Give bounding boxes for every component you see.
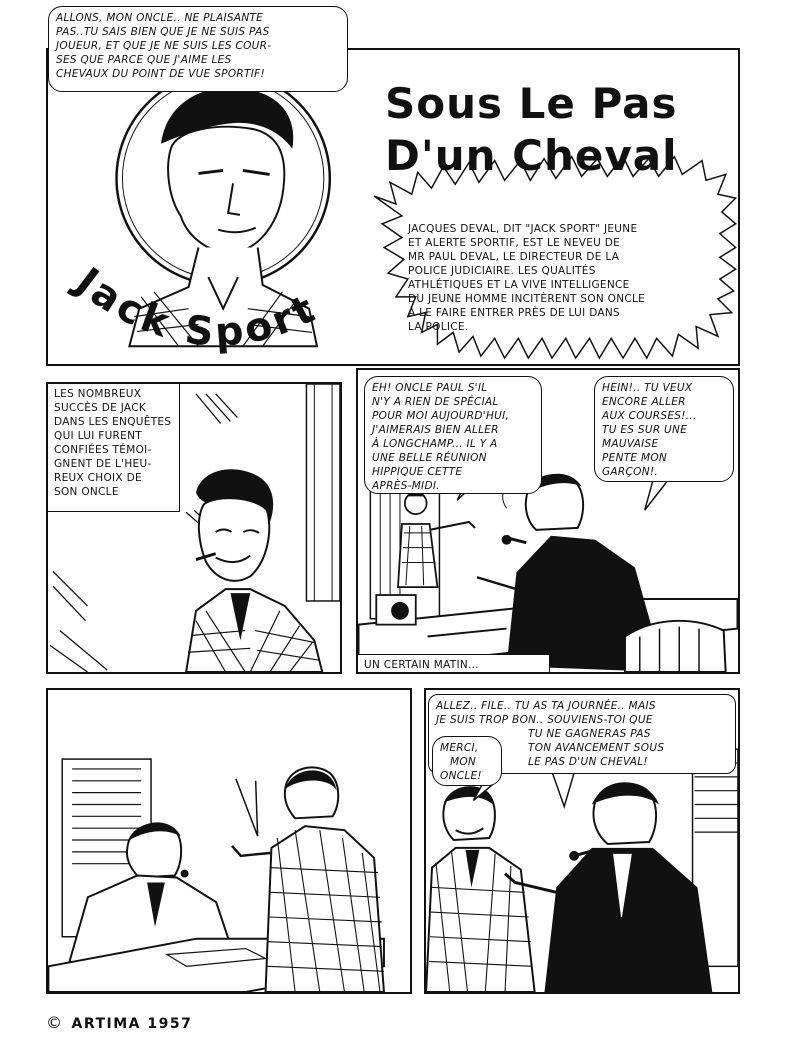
bubble-line: ONCLE!: [440, 770, 482, 782]
intro-line: À LE FAIRE ENTRER PRÈS DE LUI DANS: [408, 307, 621, 319]
bubble-line: MON: [450, 756, 477, 768]
intro-line: ET ALERTE SPORTIF, EST LE NEVEU DE: [408, 237, 621, 249]
caption-line: QUI LUI FURENT: [54, 430, 142, 442]
hero-name-text: Jack Sport: [67, 258, 326, 356]
caption-line: SUCCÈS DE JACK: [54, 402, 147, 414]
intro-line: DU JEUNE HOMME INCITÈRENT SON ONCLE: [408, 293, 646, 305]
panel-uncle-relents: [424, 688, 740, 994]
caption-line: GNENT DE L'HEU-: [54, 458, 152, 470]
caption-line: SON ONCLE: [54, 486, 119, 498]
bubble-line: EH! ONCLE PAUL S'IL: [372, 382, 488, 394]
copyright-credit: [46, 1013, 192, 1032]
caption-line: LES NOMBREUX: [54, 388, 142, 400]
panel-protest-art: [48, 690, 410, 992]
bubble-jack-protest: [48, 6, 348, 92]
bubble-uncle-reply: [594, 376, 734, 482]
bubble-jack-request: [364, 376, 542, 494]
bubble-line: ALLEZ.. FILE.. TU AS TA JOURNÉE.. MAIS: [436, 700, 656, 712]
panel-jack-protests: [46, 688, 412, 994]
intro-line: POLICE JUDICIAIRE. LES QUALITÉS: [408, 265, 596, 277]
bubble-line: JE SUIS TROP BON.. SOUVIENS-TOI QUE: [436, 714, 653, 726]
intro-line: ATHLÉTIQUES ET LA VIVE INTELLIGENCE: [408, 279, 630, 291]
caption-line: UN CERTAIN MATIN...: [364, 659, 479, 671]
bubble-line: N'Y A RIEN DE SPÉCIAL: [372, 396, 499, 408]
svg-text:Jack Sport: [65, 257, 325, 356]
bubble-line: GARÇON!.: [602, 466, 659, 478]
bubble-line: HEIN!.. TU VEUX: [602, 382, 693, 394]
intro-line: JACQUES DEVAL, DIT "JACK SPORT" JEUNE: [408, 223, 638, 235]
bubble-line: PENTE MON: [602, 452, 668, 464]
panel3-caption: [358, 654, 550, 674]
story-title: [385, 78, 715, 182]
bubble-line: UNE BELLE RÉUNION: [372, 452, 487, 464]
intro-text: [408, 222, 708, 334]
caption-line: CONFIÉES TÉMOI-: [54, 444, 152, 456]
bubble-line: J'AIMERAIS BIEN ALLER: [372, 424, 499, 436]
bubble-line: MERCI,: [440, 742, 479, 754]
title-line-2: D'un Cheval: [385, 131, 678, 180]
caption-line: DANS LES ENQUÊTES: [54, 416, 172, 428]
intro-line: LA POLICE.: [408, 321, 469, 333]
bubble-line: HIPPIQUE CETTE: [372, 466, 463, 478]
panel-office-morning: [356, 368, 740, 674]
bubble-line: CHEVAUX DU POINT DE VUE SPORTIF!: [56, 68, 265, 80]
bubble-line: TU ES SUR UNE: [602, 424, 688, 436]
bubble-line: AUX COURSES!...: [602, 410, 697, 422]
bubble-line: À LONGCHAMP... IL Y A: [372, 438, 498, 450]
bubble-line: APRÈS-MIDI.: [372, 480, 440, 492]
credit-text: ARTIMA 1957: [71, 1016, 193, 1032]
caption-line: REUX CHOIX DE: [54, 472, 142, 484]
bubble-line: MAUVAISE: [602, 438, 659, 450]
panel-jack-portrait: [46, 382, 342, 674]
bubble-line: LE PAS D'UN CHEVAL!: [528, 756, 648, 768]
bubble-line: JOUEUR, ET QUE JE NE SUIS LES COUR-: [56, 40, 272, 52]
intro-line: MR PAUL DEVAL, LE DIRECTEUR DE LA: [408, 251, 620, 263]
bubble-line: PAS..TU SAIS BIEN QUE JE NE SUIS PAS: [56, 26, 270, 38]
bubble-line: ALLONS, MON ONCLE.. NE PLAISANTE: [56, 12, 264, 24]
title-line-1: Sous Le Pas: [385, 79, 678, 128]
bubble-line: POUR MOI AUJOURD'HUI,: [372, 410, 510, 422]
panel2-caption: [48, 384, 180, 512]
bubble-line: TON AVANCEMENT SOUS: [528, 742, 665, 754]
bubble-jack-thanks: [432, 736, 502, 786]
bubble-line: TU NE GAGNERAS PAS: [528, 728, 651, 740]
copyright-icon: ©: [46, 1013, 64, 1032]
bubble-line: ENCORE ALLER: [602, 396, 686, 408]
bubble-line: SES QUE PARCE QUE J'AIME LES: [56, 54, 232, 66]
